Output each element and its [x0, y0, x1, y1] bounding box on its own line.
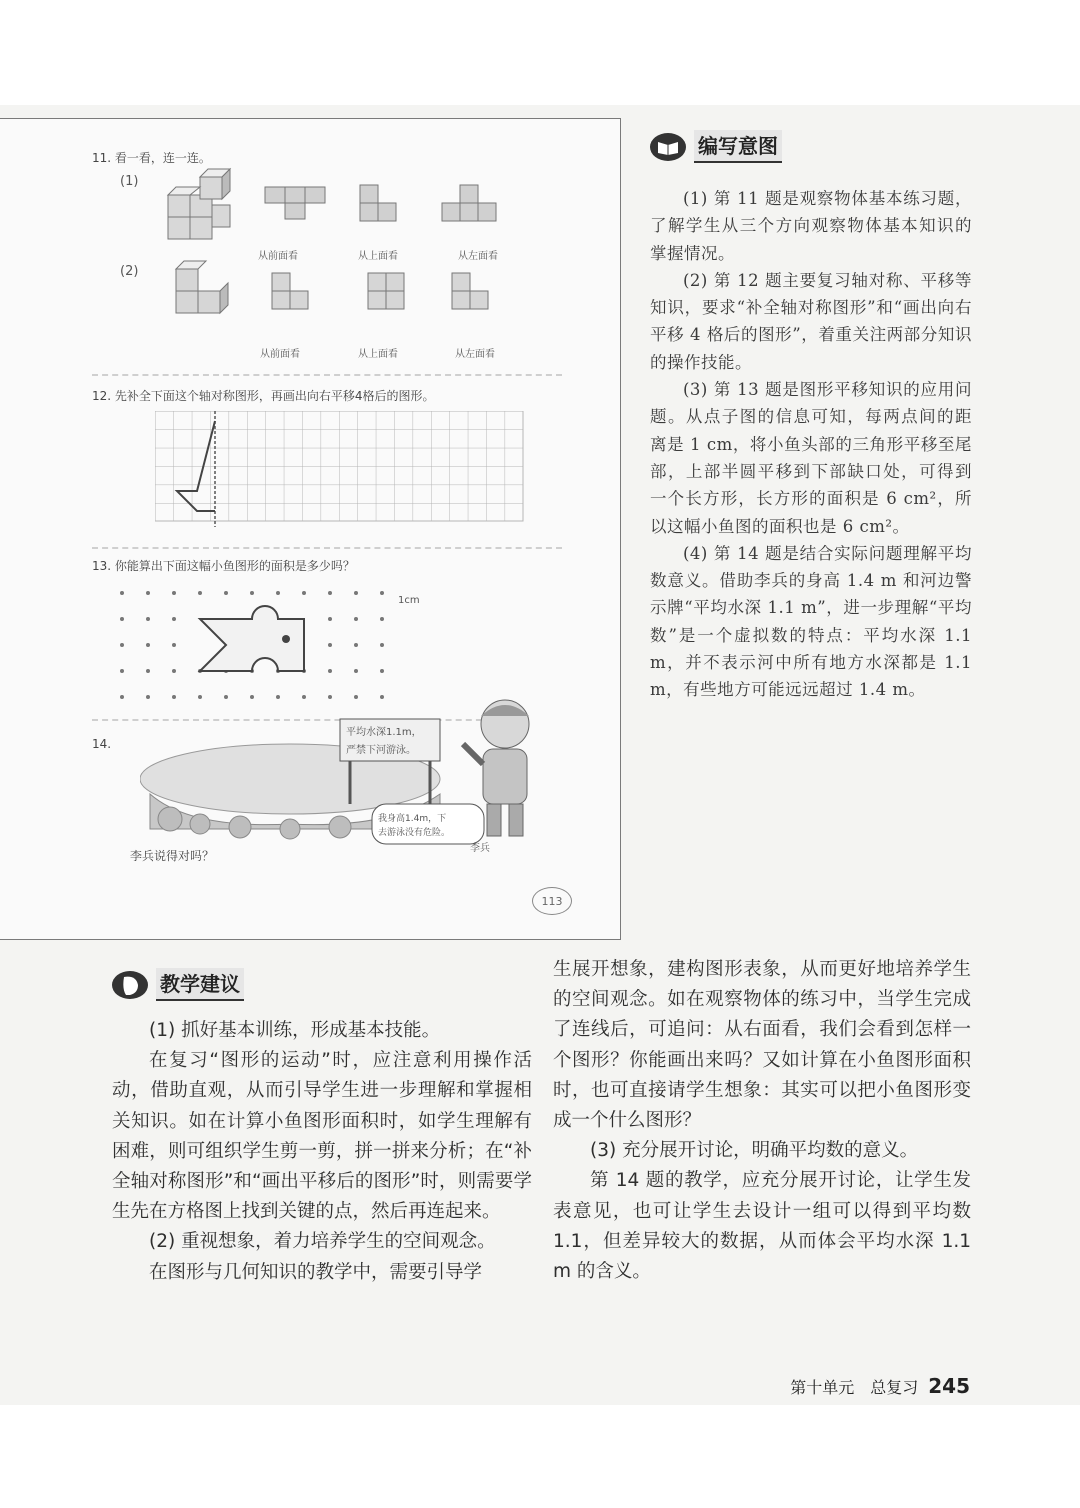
side-paragraph: (3) 第 13 题是图形平移知识的应用问题。从点子图的信息可知，每两点间的距离是 1 cm，将小鱼头部的三角形平移至尾部，上部半圆平移到下部缺口处，可得到一个长方形，长方形的面积是 6 cm²，所以这幅小鱼图的面积也是 6 cm²。: [650, 380, 972, 536]
footer-unit: 第十单元 总复习: [790, 1378, 919, 1397]
bottom-left-column: [112, 1016, 532, 1288]
bulb-icon: [112, 971, 148, 999]
side-paragraph: (2) 第 12 题主要复习轴对称、平移等知识，要求“补全轴对称图形”和“画出向右平移 4 格后的图形”，着重关注两部分知识的操作技能。: [650, 270, 972, 372]
bottom-right-paragraph: 生展开想象，建构图形表象，从而更好地培养学生的空间观念。如在观察物体的练习中，当学生完成了连线后，可追问：从右面看，我们会看到怎样一个图形？你能画出来吗？又如计算在小鱼图形面积时，也可直接请学生想象：其实可以把小鱼图形变成一个什么图形？: [553, 959, 971, 1132]
exercise-13-dot-grid: [110, 579, 430, 699]
exercise-14-number: 14.: [92, 737, 112, 751]
exercise-11-title: 11. 看一看，连一连。: [92, 151, 211, 165]
view-label-front-2: 从前面看: [260, 349, 300, 360]
view-label-top-1: 从上面看: [358, 251, 398, 262]
book-icon: [650, 133, 686, 161]
sign-line-1: 平均水深1.1m，: [346, 727, 422, 738]
bottom-left-paragraph: 在复习“图形的运动”时，应注意利用操作活动，借助直观，从而引导学生进一步理解和掌握相关知识。如在计算小鱼图形面积时，如学生理解有困难，则可组织学生剪一剪，拼一拼来分析；在“补全轴对称图形”和“画出平移后的图形”时，则需要学生先在方格图上找到关键的点，然后再连起来。: [112, 1050, 532, 1223]
boy-illustration: [455, 694, 555, 844]
exercise-14-question: 李兵说得对吗？: [130, 849, 215, 863]
bottom-right-paragraph: 第 14 题的教学，应充分展开讨论，让学生发表意见，也可让学生去设计一组可以得到平均数 1.1，但差异较大的数据，从而体会平均水深 1.1 m 的含义。: [553, 1170, 971, 1283]
sign-line-2: 严禁下河游泳。: [346, 745, 416, 756]
boy-name-label: 李兵: [470, 843, 490, 854]
page-footer: [790, 1374, 970, 1398]
speech-bubble-line-2: 去游泳没有危险。: [378, 828, 451, 838]
bottom-right-column: [553, 955, 971, 1287]
side-body: [650, 185, 972, 704]
view-label-top-2: 从上面看: [358, 349, 398, 360]
exercise-11-part1-label: (1): [120, 174, 139, 189]
unit-label: 1cm: [398, 595, 420, 606]
bottom-left-paragraph: (1) 抓好基本训练，形成基本技能。: [149, 1020, 441, 1041]
view-label-left-2: 从左面看: [455, 349, 495, 360]
exercise-11-part2-label: (2): [120, 264, 139, 279]
exercise-11-row2-figures: [170, 259, 510, 339]
bottom-right-paragraph: (3) 充分展开讨论，明确平均数的意义。: [590, 1140, 919, 1162]
side-header: [650, 130, 782, 163]
side-paragraph: (1) 第 11 题是观察物体基本练习题，了解学生从三个方向观察物体基本知识的掌握情况。: [650, 189, 972, 263]
section-divider: [92, 374, 562, 376]
bottom-left-paragraph: (2) 重视想象，着力培养学生的空间观念。: [149, 1231, 496, 1253]
view-label-left-1: 从左面看: [458, 251, 498, 262]
side-paragraph: (4) 第 14 题是结合实际问题理解平均数意义。借助李兵的身高 1.4 m 和河边警示牌“平均水深 1.1 m”，进一步理解“平均数”是一个虚拟数的特点：平均水深 1.1 m，并不表示河中所有地方水深都是 1.1 m，有些地方可能远远超过 1.4 m。: [650, 543, 972, 700]
exercise-12-grid: [155, 411, 525, 529]
textbook-page-number: 113: [532, 887, 572, 915]
section-divider: [92, 547, 562, 549]
bottom-header-title: 教学建议: [156, 968, 244, 1001]
bottom-header: [112, 968, 244, 1001]
exercise-13-title: 13. 你能算出下面这幅小鱼图形的面积是多少吗？: [92, 559, 355, 573]
side-header-title: 编写意图: [694, 130, 782, 163]
view-label-front-1: 从前面看: [258, 251, 298, 262]
bottom-left-paragraph: 在图形与几何知识的教学中，需要引导学: [149, 1261, 483, 1283]
textbook-page-panel: [0, 118, 621, 940]
exercise-12-title: 12. 先补全下面这个轴对称图形，再画出向右平移4格后的图形。: [92, 389, 435, 403]
footer-page-number: 245: [928, 1374, 970, 1398]
speech-bubble-line-1: 我身高1.4m，下: [378, 814, 447, 824]
